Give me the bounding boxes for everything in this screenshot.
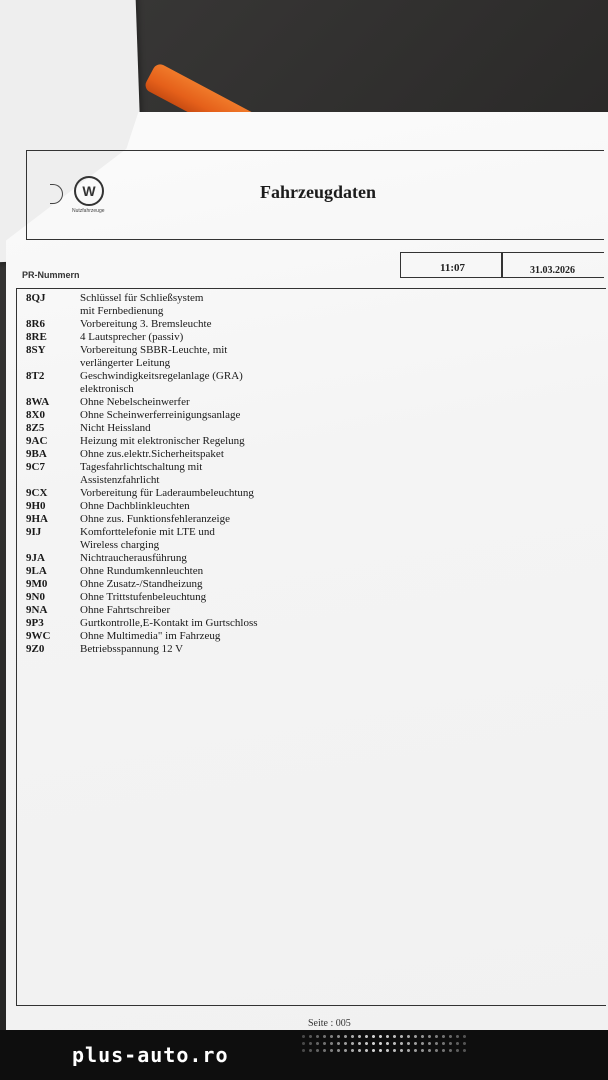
pr-description: Ohne Dachblinkleuchten: [80, 500, 190, 512]
list-item: [26, 630, 346, 643]
list-item: [26, 643, 346, 656]
list-item: [26, 318, 346, 331]
list-item: [26, 617, 346, 630]
pr-description: Vorbereitung SBBR-Leuchte, mit verlängerter Leitung: [80, 344, 228, 369]
pr-code: 8SY: [26, 344, 46, 356]
pr-description: Nicht Heissland: [80, 422, 151, 434]
pr-description: Ohne Scheinwerferreinigungsanlage: [80, 409, 241, 421]
pr-code: 8WA: [26, 396, 50, 408]
pr-description: 4 Lautsprecher (passiv): [80, 331, 184, 343]
pr-code: 8X0: [26, 409, 45, 421]
pr-description: Nichtraucherausführung: [80, 552, 187, 564]
pr-code: 9HA: [26, 513, 48, 525]
pr-description: Ohne Zusatz-/Standheizung: [80, 578, 203, 590]
pr-description: Vorbereitung 3. Bremsleuchte: [80, 318, 212, 330]
dot-pattern-decoration: [300, 1033, 470, 1055]
pr-description: Gurtkontrolle,E-Kontakt im Gurtschloss: [80, 617, 258, 629]
list-item: [26, 604, 346, 617]
pr-description: Vorbereitung für Laderaumbeleuchtung: [80, 487, 254, 499]
list-item: [26, 578, 346, 591]
pr-code: 9IJ: [26, 526, 42, 538]
pr-number-list: [26, 292, 346, 656]
list-item: [26, 513, 346, 526]
pr-description: Tagesfahrlichtschaltung mit Assistenzfahrlicht: [80, 461, 203, 486]
pr-description: Ohne zus. Funktionsfehleranzeige: [80, 513, 230, 525]
pr-description: Ohne Fahrtschreiber: [80, 604, 171, 616]
pr-description: Ohne Trittstufenbeleuchtung: [80, 591, 207, 603]
pr-code: 9AC: [26, 435, 48, 447]
list-item: [26, 565, 346, 578]
list-item: [26, 526, 346, 552]
pr-code: 8T2: [26, 370, 45, 382]
pr-description: Ohne Nebelscheinwerfer: [80, 396, 190, 408]
list-item: [26, 292, 346, 318]
pr-code: 9WC: [26, 630, 51, 642]
pr-code: 9Z0: [26, 643, 45, 655]
pr-description: Geschwindigkeitsregelanlage (GRA) elektronisch: [80, 370, 243, 395]
pr-code: 8QJ: [26, 292, 46, 304]
pr-description: Ohne Rundumkennleuchten: [80, 565, 204, 577]
pr-code: 9C7: [26, 461, 45, 473]
list-item: [26, 448, 346, 461]
pr-code: 9CX: [26, 487, 48, 499]
pr-code: 9N0: [26, 591, 45, 603]
list-item: [26, 344, 346, 370]
pr-description: Ohne zus.elektr.Sicherheitspaket: [80, 448, 224, 460]
pr-code: 9BA: [26, 448, 47, 460]
pr-code: 9NA: [26, 604, 48, 616]
pr-code: 8R6: [26, 318, 45, 330]
list-item: [26, 396, 346, 409]
list-item: [26, 331, 346, 344]
list-item: [26, 422, 346, 435]
pr-description: Ohne Multimedia" im Fahrzeug: [80, 630, 221, 642]
section-label: PR-Nummern: [22, 270, 80, 280]
pr-description: Heizung mit elektronischer Regelung: [80, 435, 245, 447]
list-item: [26, 435, 346, 448]
pr-code: 8RE: [26, 331, 47, 343]
list-item: [26, 487, 346, 500]
pr-code: 9P3: [26, 617, 44, 629]
list-item: [26, 500, 346, 513]
pr-description: Komforttelefonie mit LTE und Wireless charging: [80, 526, 215, 551]
pr-code: 8Z5: [26, 422, 45, 434]
document-title: Fahrzeugdaten: [260, 182, 376, 202]
logo-caption: Nutzfahrzeuge: [72, 208, 105, 214]
pr-code: 9LA: [26, 565, 47, 577]
vw-logo-icon: W: [74, 176, 104, 206]
list-item: [26, 591, 346, 604]
page-number: Seite : 005: [308, 1018, 351, 1029]
pr-code: 9JA: [26, 552, 45, 564]
list-item: [26, 461, 346, 487]
pr-description: Schlüssel für Schließsystem mit Fernbedienung: [80, 292, 204, 317]
pr-code: 9M0: [26, 578, 48, 590]
pr-description: Betriebsspannung 12 V: [80, 643, 184, 655]
print-date: 31.03.2026: [530, 265, 575, 276]
list-item: [26, 409, 346, 422]
list-item: [26, 370, 346, 396]
print-time: 11:07: [440, 262, 466, 274]
list-item: [26, 552, 346, 565]
watermark-text: plus-auto.ro: [72, 1043, 229, 1067]
pr-code: 9H0: [26, 500, 46, 512]
